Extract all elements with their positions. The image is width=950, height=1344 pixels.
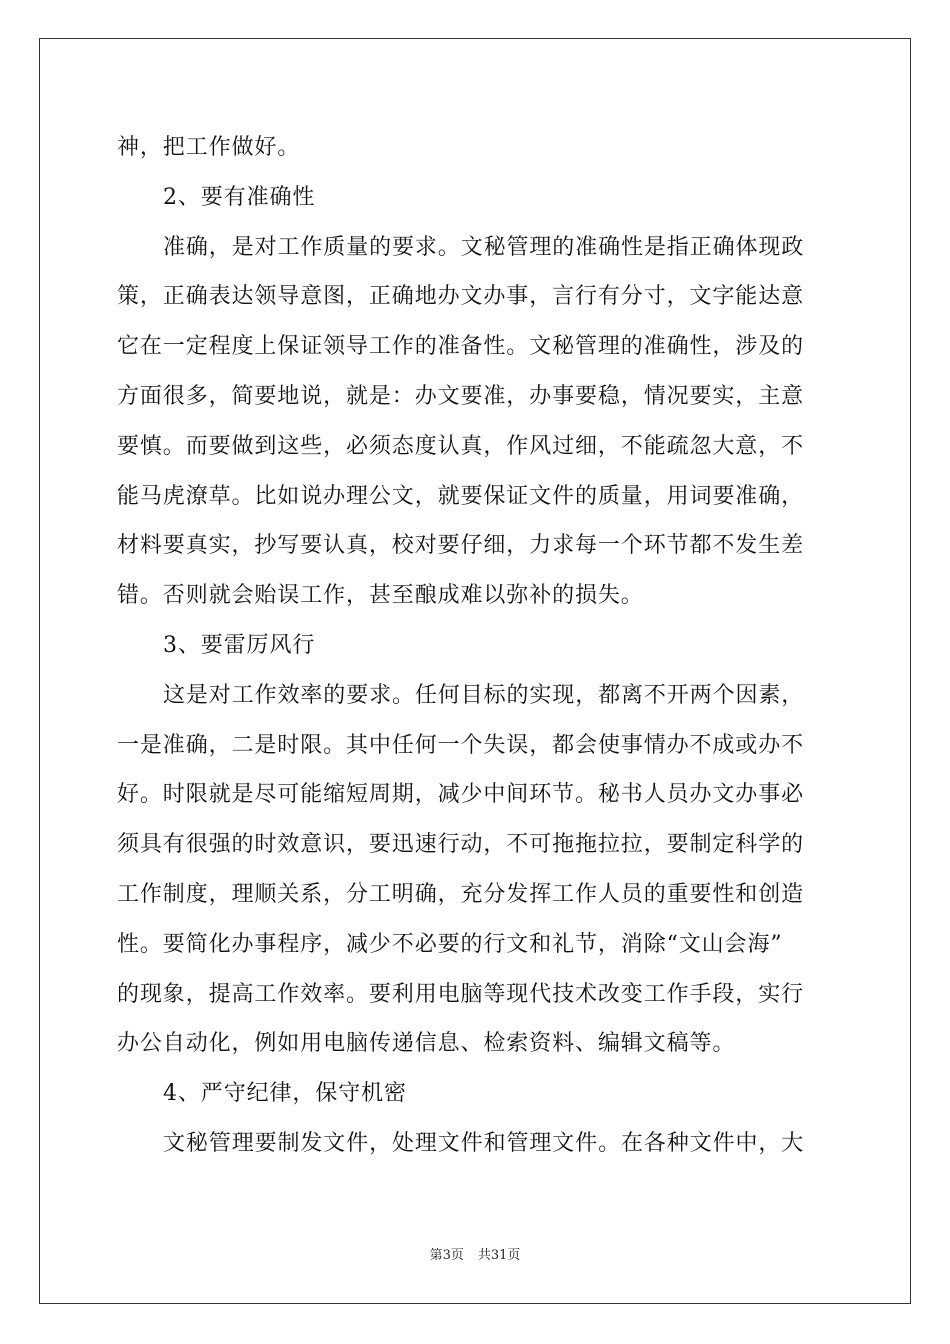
text-line: 要慎。而要做到这些，必须态度认真，作风过细，不能疏忽大意，不 [117,433,805,459]
text-line: 性。要简化办事程序，减少不必要的行文和礼节，消除“文山会海” [117,931,783,957]
text-line: 工作制度，理顺关系，分工明确，充分发挥工作人员的重要性和创造 [117,881,805,907]
document-body [117,123,833,1169]
text-line: 须具有很强的时效意识，要迅速行动，不可拖拖拉拉，要制定科学的 [117,832,805,858]
page-total: 共31页 [477,1248,521,1263]
section-heading: 3、要雷厉风行 [163,632,316,658]
page-number: 第3页 [429,1248,464,1263]
text-line: 神，把工作做好。 [117,135,301,160]
page-footer [0,1246,950,1266]
text-line: 方面很多，简要地说，就是：办文要准，办事要稳，情况要实，主意 [117,383,805,409]
text-line: 它在一定程度上保证领导工作的准备性。文秘管理的准确性，涉及的 [117,334,805,360]
text-line: 准确，是对工作质量的要求。文秘管理的准确性是指正确体现政 [163,234,805,260]
text-line: 策，正确表达领导意图，正确地办文办事，言行有分寸，文字能达意 [117,284,805,310]
section-heading: 2、要有准确性 [163,184,316,210]
text-line: 的现象，提高工作效率。要利用电脑等现代技术改变工作手段，实行 [117,981,805,1007]
text-line: 文秘管理要制发文件，处理文件和管理文件。在各种文件中，大 [163,1130,805,1156]
text-line: 好。时限就是尽可能缩短周期，减少中间环节。秘书人员办文办事必 [117,782,805,808]
text-line: 错。否则就会贻误工作，甚至酿成难以弥补的损失。 [117,583,644,609]
section-heading: 4、严守纪律，保守机密 [163,1081,407,1107]
text-line: 材料要真实，抄写要认真，校对要仔细，力求每一个环节都不发生差 [117,533,805,559]
text-line: 办公自动化，例如用电脑传递信息、检索资料、编辑文稿等。 [117,1031,736,1057]
text-line: 一是准确，二是时限。其中任何一个失误，都会使事情办不成或办不 [117,732,805,758]
text-line: 能马虎潦草。比如说办理公文，就要保证文件的质量，用词要准确， [117,483,805,509]
text-line: 这是对工作效率的要求。任何目标的实现，都离不开两个因素， [163,682,805,708]
